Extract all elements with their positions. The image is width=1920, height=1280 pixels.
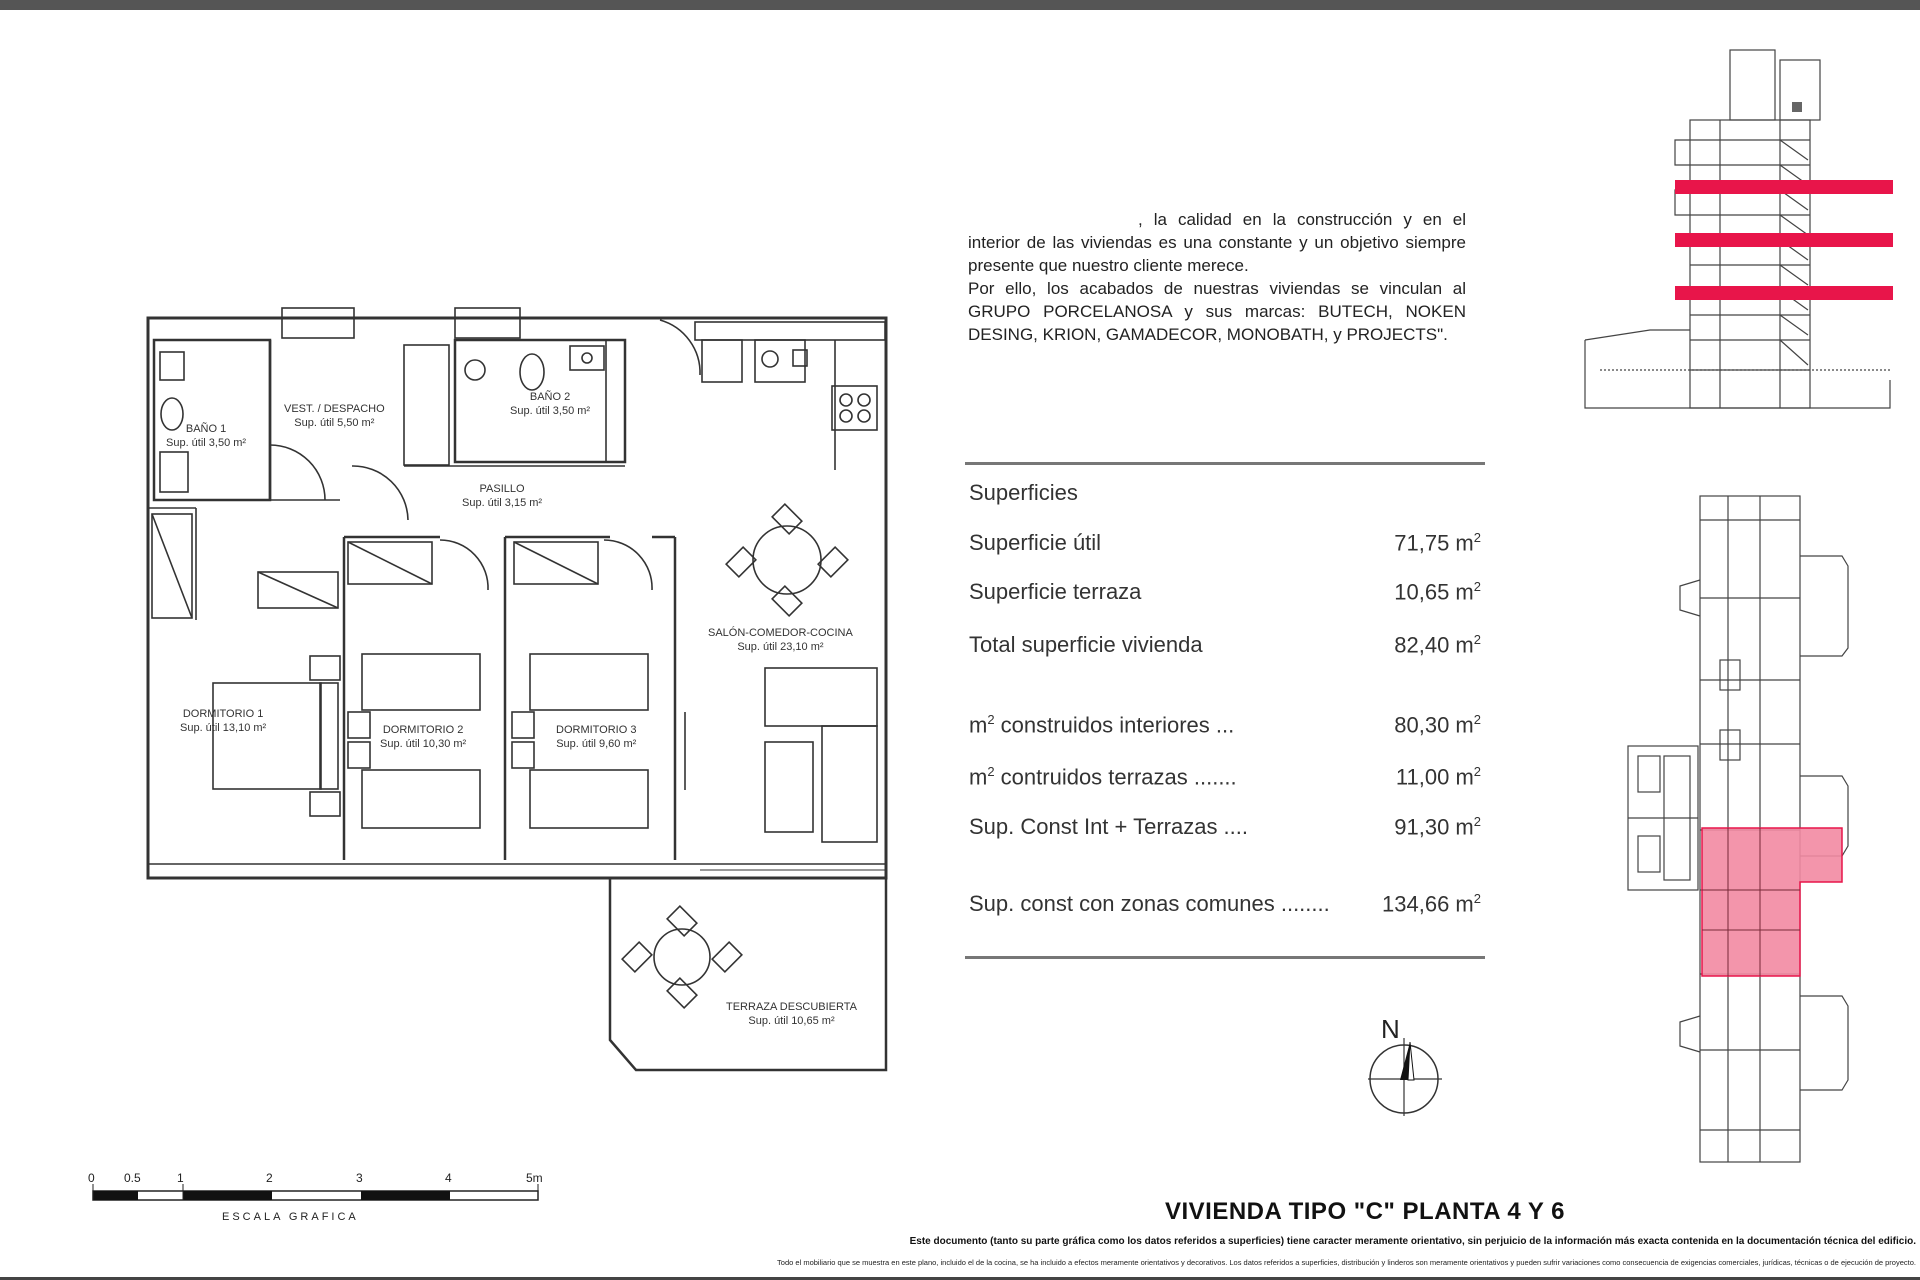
surface-value: 10,65 $m^2$ xyxy=(1394,579,1481,605)
intro-text xyxy=(968,208,1466,346)
disclaimer-main: Este documento (tanto su parte gráfica como los datos referidos a superficies) tiene caracter meramente orientativo, sin perjuicio de la información más exacta contenida en la documentación técnica del edificio. xyxy=(909,1236,1916,1247)
scale-tick: 4 xyxy=(445,1171,452,1185)
room-name: SALÓN-COMEDOR-COCINA xyxy=(708,627,853,639)
highlight-floor xyxy=(1675,180,1893,194)
room-dormitorio-2 xyxy=(380,723,466,751)
surface-row xyxy=(969,530,1481,560)
surface-value: 82,40 $m^2$ xyxy=(1394,632,1481,658)
surface-label: $m^2$ contruidos terrazas ....... xyxy=(969,764,1237,790)
scale-tick: 0 xyxy=(88,1171,95,1185)
surface-value: 71,75 $m^2$ xyxy=(1394,530,1481,556)
surface-row xyxy=(969,632,1481,662)
room-dormitorio-3 xyxy=(556,723,636,751)
surface-label: Total superficie vivienda xyxy=(969,632,1203,657)
room-area: Sup. útil 13,10 m² xyxy=(180,722,267,734)
scale-tick: 5m xyxy=(526,1171,543,1185)
page-title: VIVIENDA TIPO "C" PLANTA 4 Y 6 xyxy=(1164,1198,1566,1225)
scale-bar-graphic xyxy=(88,1182,548,1206)
room-vest-despacho xyxy=(284,402,385,430)
divider xyxy=(965,462,1485,465)
surface-row xyxy=(969,712,1481,742)
surfaces-heading: Superficies xyxy=(969,480,1078,505)
room-area: Sup. útil 9,60 m² xyxy=(556,738,637,750)
surface-label: Superficie terraza xyxy=(969,579,1142,604)
surface-row xyxy=(969,891,1481,921)
room-name: TERRAZA DESCUBIERTA xyxy=(726,1001,858,1013)
surface-value: 134,66 $m^2$ xyxy=(1382,891,1481,917)
highlight-floor xyxy=(1675,286,1893,300)
disclaimer-small: Todo el mobiliario que se muestra en este plano, incluido el de la cocina, se ha incluido a efectos meramente orientativos y decorativos. Los datos referidos a superficies, distribución y linderos son meramente orientativos y pueden sufrir variaciones como consecuencia de exigencias comerciales, jurídicas, técnicas o de ejecución de proyecto. xyxy=(777,1258,1916,1267)
highlight-dwelling xyxy=(1702,828,1842,976)
room-bano-2 xyxy=(510,390,590,418)
north-label: N xyxy=(1381,1014,1400,1044)
room-name: PASILLO xyxy=(479,483,525,495)
surface-label: Sup. const con zonas comunes ........ xyxy=(969,891,1330,916)
room-area: Sup. útil 10,30 m² xyxy=(380,738,467,750)
surface-row xyxy=(969,579,1481,609)
surface-row xyxy=(969,814,1481,844)
surface-value: 11,00 $m^2$ xyxy=(1395,764,1481,790)
room-area: Sup. útil 5,50 m² xyxy=(294,417,375,429)
room-area: Sup. útil 3,15 m² xyxy=(462,497,543,509)
room-name: DORMITORIO 3 xyxy=(556,724,637,736)
room-dormitorio-1 xyxy=(180,707,266,735)
scale-tick: 2 xyxy=(266,1171,273,1185)
room-area: Sup. útil 10,65 m² xyxy=(748,1015,835,1027)
room-bano-1 xyxy=(166,422,246,450)
room-area: Sup. útil 3,50 m² xyxy=(166,437,247,449)
room-name: DORMITORIO 1 xyxy=(182,708,264,720)
scale-tick: 1 xyxy=(177,1171,184,1185)
surface-label: Superficie útil xyxy=(969,530,1102,555)
surface-label: Sup. Const Int + Terrazas .... xyxy=(969,814,1249,839)
scale-tick: 0.5 xyxy=(124,1171,141,1185)
room-name: BAÑO 2 xyxy=(529,391,571,403)
scale-name: ESCALA GRAFICA xyxy=(222,1211,359,1223)
intro-paragraph: Por ello, los acabados de nuestras viviendas se vinculan al GRUPO PORCELANOSA y sus marcas: BUTECH, NOKEN DESING, KRION, GAMADECOR, MONOBATH, y PROJECTS". xyxy=(968,279,1466,344)
scale-tick: 3 xyxy=(356,1171,363,1185)
surface-value: 91,30 $m^2$ xyxy=(1394,814,1481,840)
room-salon-comedor-cocina xyxy=(708,626,853,654)
room-name: DORMITORIO 2 xyxy=(382,724,464,736)
surface-row xyxy=(969,764,1481,794)
divider xyxy=(965,956,1485,959)
north-arrow-icon xyxy=(1366,1036,1446,1118)
top-bar xyxy=(0,0,1920,10)
room-terraza-descubierta xyxy=(726,1000,857,1028)
room-pasillo xyxy=(462,482,542,510)
surface-value: 80,30 $m^2$ xyxy=(1394,712,1481,738)
building-section-diagram xyxy=(1580,40,1900,420)
highlight-floor xyxy=(1675,233,1893,247)
surface-label: $m^2$ construidos interiores ... xyxy=(969,712,1235,738)
key-plan-diagram xyxy=(1620,490,1860,1170)
room-area: Sup. útil 23,10 m² xyxy=(737,641,824,653)
room-name: VEST. / DESPACHO xyxy=(284,403,385,415)
room-area: Sup. útil 3,50 m² xyxy=(510,405,591,417)
intro-paragraph: , la calidad en la construcción y en el interior de las viviendas es una constante y un objetivo siempre presente que nuestro cliente merece. xyxy=(968,210,1466,275)
room-name: BAÑO 1 xyxy=(185,423,227,435)
